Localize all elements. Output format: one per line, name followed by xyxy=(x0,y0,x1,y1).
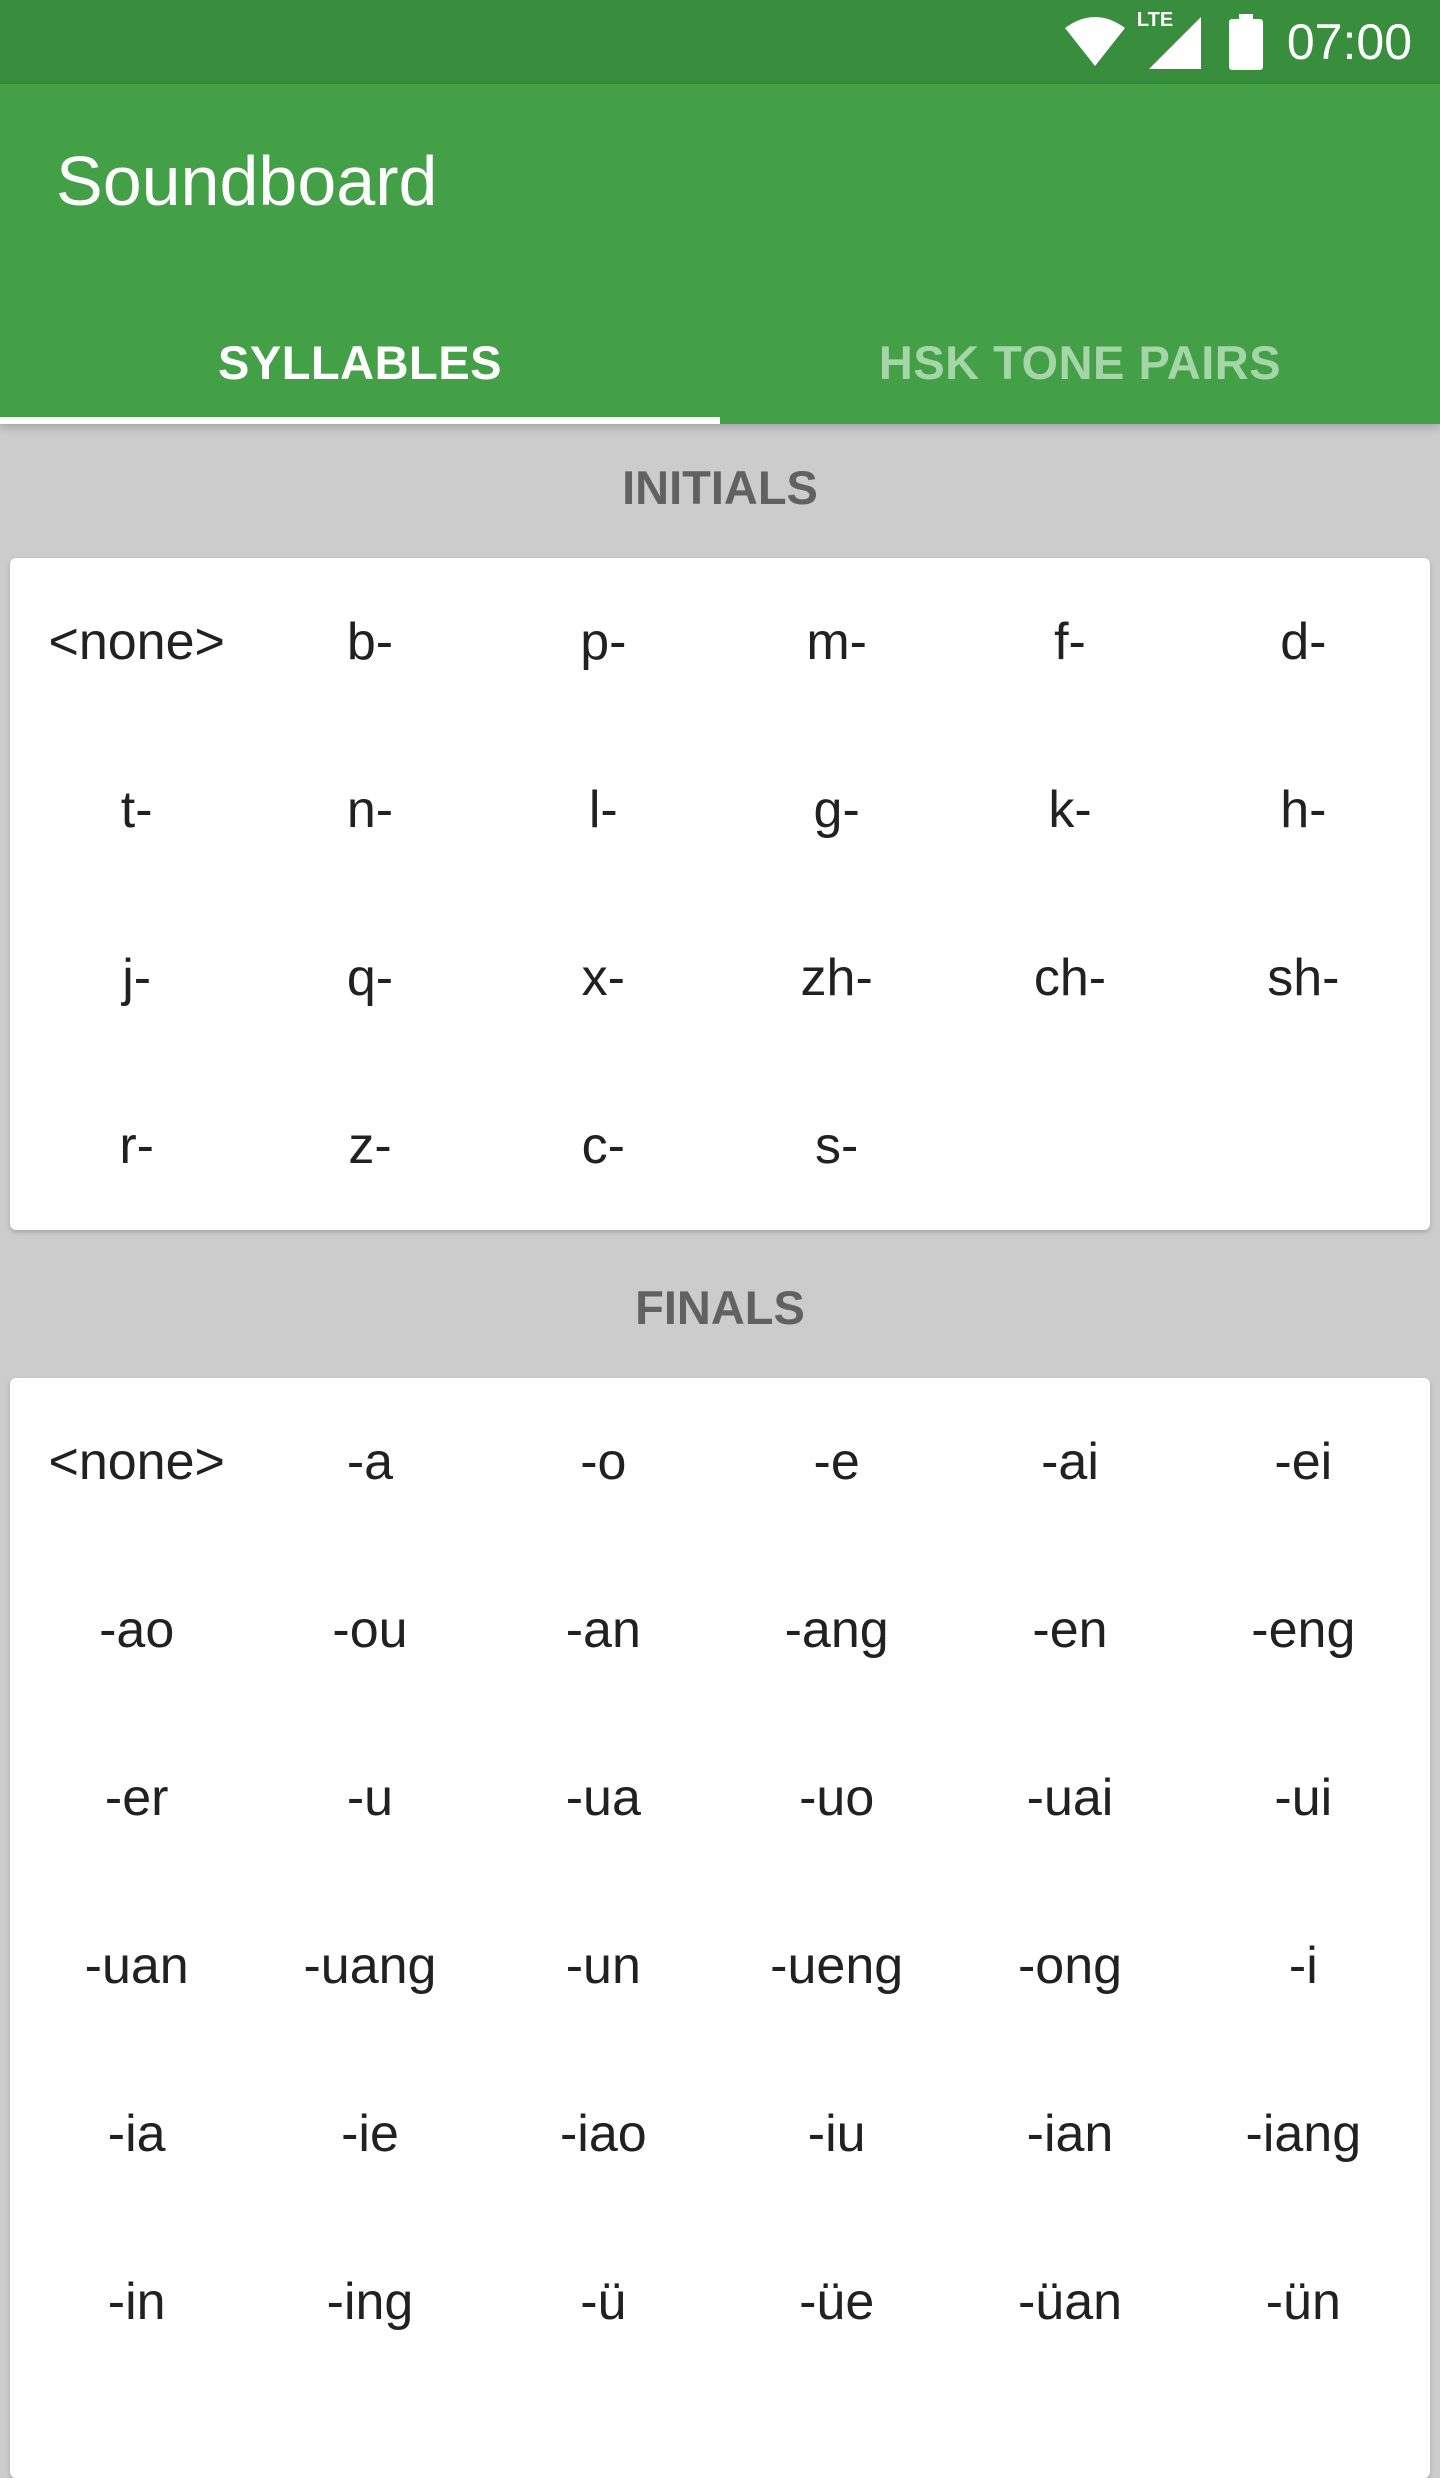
final-button[interactable]: -uai xyxy=(1026,1769,1114,1827)
final-button[interactable]: -ou xyxy=(332,1601,408,1659)
initial-button[interactable]: d- xyxy=(1280,613,1327,671)
finals-card xyxy=(10,1378,1430,2478)
finals-section-title: FINALS xyxy=(635,1281,805,1334)
initial-button[interactable]: q- xyxy=(346,949,394,1007)
initial-button[interactable]: k- xyxy=(1048,781,1092,839)
final-button[interactable]: -ang xyxy=(784,1601,889,1659)
final-button[interactable]: -iao xyxy=(559,2105,647,2163)
status-time: 07:00 xyxy=(1286,14,1412,70)
initial-button[interactable]: x- xyxy=(581,949,625,1007)
initial-button[interactable]: j- xyxy=(122,949,152,1007)
initials-grid xyxy=(10,558,1430,1230)
final-button[interactable]: -ün xyxy=(1265,2273,1341,2331)
final-button[interactable]: -er xyxy=(104,1769,169,1827)
initials-card xyxy=(10,558,1430,1230)
final-button[interactable]: -uo xyxy=(799,1769,875,1827)
final-button[interactable]: -ueng xyxy=(770,1937,904,1995)
wifi-icon xyxy=(1063,16,1127,68)
final-button[interactable]: -ie xyxy=(341,2105,399,2163)
initial-button[interactable]: c- xyxy=(581,1117,625,1175)
tab-bar xyxy=(0,300,1440,424)
app-bar xyxy=(0,84,1440,424)
final-button[interactable]: -o xyxy=(580,1433,627,1491)
initials-section-title: INITIALS xyxy=(622,461,818,514)
final-button[interactable]: -ong xyxy=(1017,1937,1123,1995)
final-button[interactable]: -üe xyxy=(799,2273,875,2331)
tab-syllables[interactable]: SYLLABLES xyxy=(0,300,720,424)
initial-button[interactable]: t- xyxy=(120,781,153,839)
final-button[interactable]: -ing xyxy=(326,2273,414,2331)
initial-button[interactable]: sh- xyxy=(1267,949,1340,1007)
final-button[interactable]: -ü xyxy=(580,2273,627,2331)
final-button[interactable]: -uan xyxy=(84,1937,189,1995)
initial-button[interactable]: l- xyxy=(588,781,618,839)
final-button[interactable]: -uang xyxy=(303,1937,437,1995)
final-button[interactable]: -en xyxy=(1032,1601,1108,1659)
network-type-label: LTE xyxy=(1136,9,1174,31)
final-button[interactable]: <none> xyxy=(48,1433,225,1491)
initial-button[interactable]: m- xyxy=(806,613,867,671)
cellular-signal-icon xyxy=(1136,9,1203,71)
final-button[interactable]: -in xyxy=(107,2273,166,2331)
final-button[interactable]: -ai xyxy=(1041,1433,1099,1491)
initial-button[interactable]: h- xyxy=(1280,781,1327,839)
tab-hsk-tone-pairs[interactable]: HSK TONE PAIRS xyxy=(878,335,1282,389)
final-button[interactable]: -ao xyxy=(99,1601,175,1659)
final-button[interactable]: -ei xyxy=(1274,1433,1333,1491)
initial-button[interactable]: ch- xyxy=(1033,949,1107,1007)
final-button[interactable]: -u xyxy=(346,1769,394,1827)
final-button[interactable]: -ua xyxy=(565,1769,641,1827)
initial-button[interactable]: z- xyxy=(348,1117,392,1175)
app-title: Soundboard xyxy=(56,142,438,220)
status-bar xyxy=(0,0,1440,84)
final-button[interactable]: -üan xyxy=(1017,2273,1123,2331)
initial-button[interactable]: <none> xyxy=(48,613,225,671)
initial-button[interactable]: s- xyxy=(814,1117,859,1175)
final-button[interactable]: -ia xyxy=(107,2105,166,2163)
battery-icon xyxy=(1229,14,1263,70)
final-button[interactable]: -ian xyxy=(1026,2105,1114,2163)
status-icons xyxy=(1063,0,1412,84)
initial-button[interactable]: zh- xyxy=(800,949,873,1007)
initial-button[interactable]: r- xyxy=(119,1117,154,1175)
finals-grid xyxy=(10,1378,1430,2386)
final-button[interactable]: -i xyxy=(1288,1937,1318,1995)
final-button[interactable]: -iang xyxy=(1245,2105,1362,2163)
final-button[interactable]: -a xyxy=(346,1433,394,1491)
initial-button[interactable]: n- xyxy=(346,781,394,839)
initial-button[interactable]: g- xyxy=(813,781,860,839)
initial-button[interactable]: f- xyxy=(1054,613,1086,671)
initial-button[interactable]: p- xyxy=(580,613,627,671)
final-button[interactable]: -eng xyxy=(1251,1601,1356,1659)
final-button[interactable]: -ui xyxy=(1274,1769,1333,1827)
initial-button[interactable]: b- xyxy=(346,613,394,671)
final-button[interactable]: -e xyxy=(813,1433,860,1491)
final-button[interactable]: -iu xyxy=(807,2105,866,2163)
final-button[interactable]: -an xyxy=(565,1601,641,1659)
final-button[interactable]: -un xyxy=(565,1937,641,1995)
